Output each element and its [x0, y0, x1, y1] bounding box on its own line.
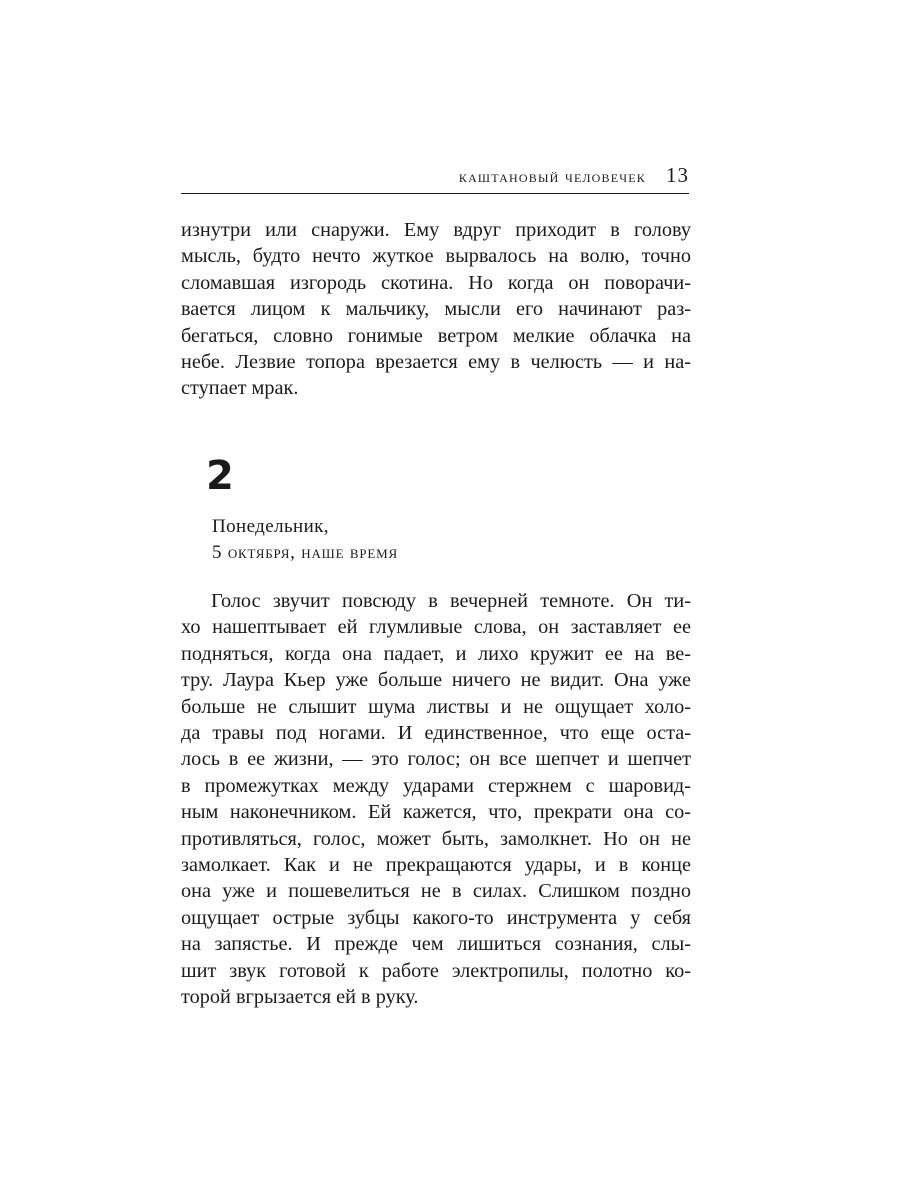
- paragraph-line: хо нашептывает ей глумливые слова, он заставляет ее: [181, 616, 691, 639]
- paragraph-line: лось в ее жизни, — это голос; он все шепчет и шепчет: [181, 748, 691, 771]
- paragraph-line: больше не слышит шума листвы и не ощущает холо-: [181, 695, 691, 718]
- paragraph-line: вается лицом к мальчику, мысли его начинают раз-: [181, 298, 691, 321]
- paragraph-line: торой вгрызается ей в руку.: [181, 986, 419, 1009]
- paragraph-line: изнутри или снаружи. Ему вдруг приходит в голову: [181, 219, 691, 241]
- running-head-title: каштановый человечек: [458, 167, 646, 186]
- paragraph-line: Голос звучит повсюду в вечерней темноте. Он ти-: [211, 590, 691, 612]
- paragraph-line: мысль, будто нечто жуткое вырвалось на волю, точно: [181, 245, 691, 268]
- paragraph-line: тру. Лаура Кьер уже больше ничего не видит. Она уже: [181, 669, 691, 692]
- chapter-dateline: [212, 514, 398, 566]
- paragraph-line: шит звук готовой к работе электропилы, полотно ко-: [181, 959, 691, 982]
- paragraph-line: она уже и пошевелиться не в силах. Слишком поздно: [181, 880, 691, 903]
- paragraph-line: бегаться, словно гонимые ветром мелкие облачка на: [181, 324, 691, 347]
- paragraph-line: замолкает. Как и не прекращаются удары, и в конце: [181, 854, 691, 877]
- paragraph-line: сломавшая изгородь скотина. Но когда он поворачи-: [181, 271, 691, 294]
- paragraph-line: в промежутках между ударами стержнем с шаровид-: [181, 774, 691, 797]
- main-paragraph: [181, 588, 691, 1011]
- paragraph-line: да травы под ногами. И единственное, что еще оста-: [181, 722, 691, 745]
- paragraph-line: подняться, когда она падает, и лихо кружит ее на ве-: [181, 642, 691, 665]
- paragraph-line: на запястье. И прежде чем лишиться сознания, слы-: [181, 933, 691, 956]
- paragraph-line: небе. Лезвие топора врезается ему в челюсть — и на-: [181, 351, 691, 374]
- page-number: 13: [666, 163, 689, 187]
- paragraph-line: противляться, голос, может быть, замолкнет. Но он не: [181, 827, 691, 850]
- paragraph-line: ным наконечником. Ей кажется, что, прекрати она со-: [181, 801, 691, 824]
- running-head: [181, 163, 689, 194]
- top-paragraph: [181, 217, 691, 402]
- chapter-number: 2: [206, 453, 234, 499]
- dateline-date: 5 октября, наше время: [212, 542, 398, 563]
- paragraph-line: ступает мрак.: [181, 377, 299, 400]
- dateline-day: Понедельник,: [212, 516, 329, 537]
- paragraph-line: ощущает острые зубцы какого-то инструмента у себя: [181, 906, 691, 929]
